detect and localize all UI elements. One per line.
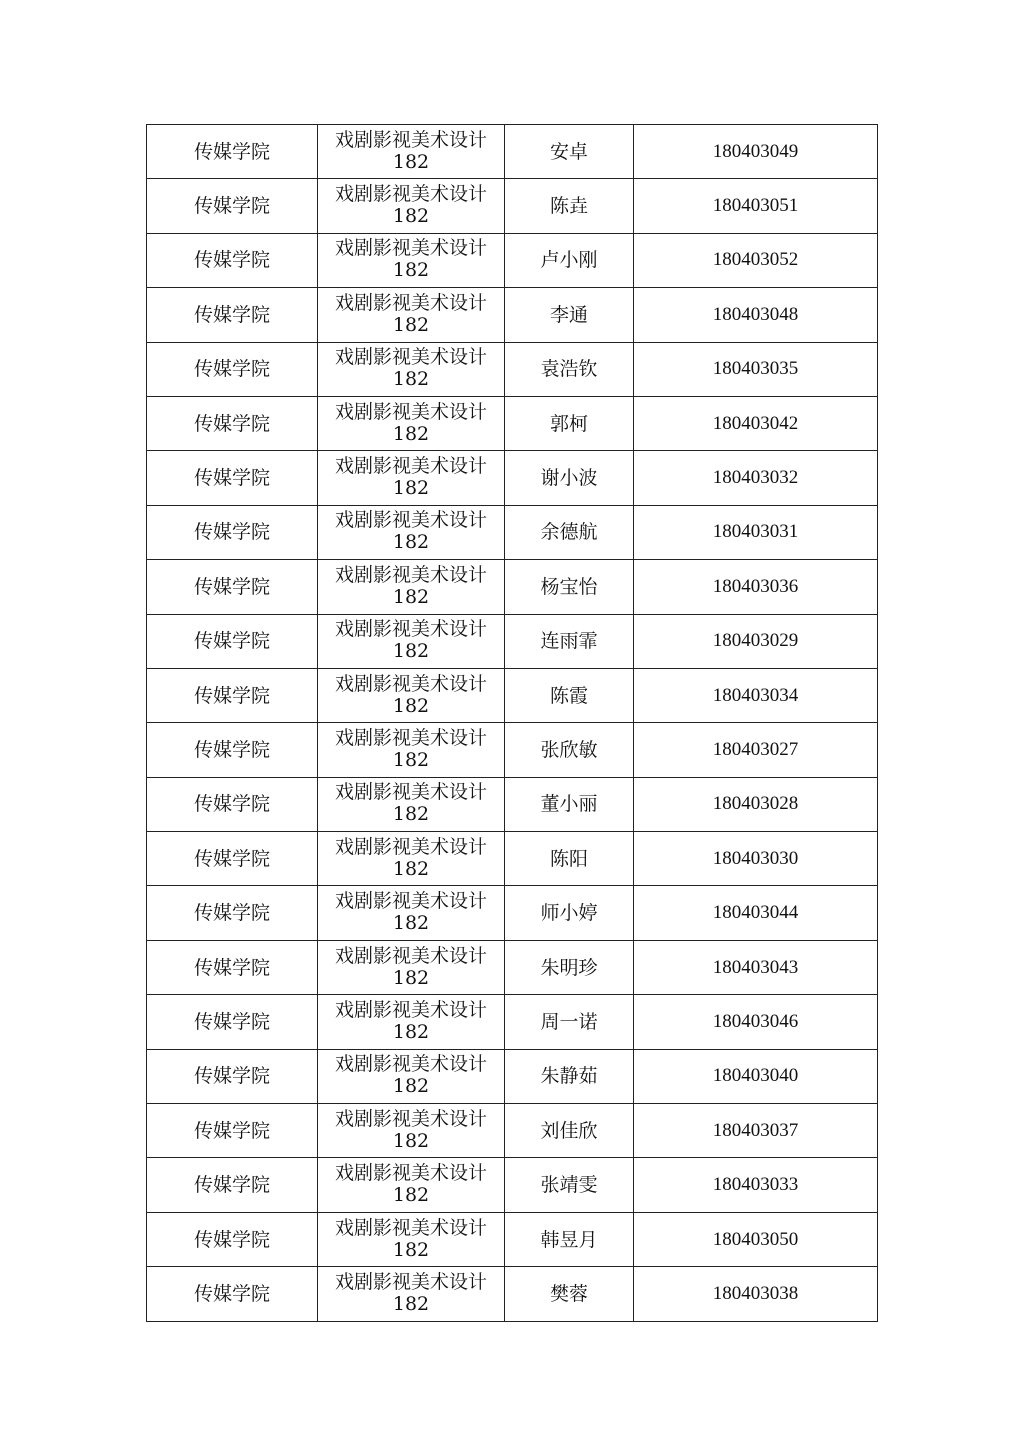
table-row <box>147 886 878 940</box>
class-number-line: 182 <box>392 1020 430 1043</box>
class-name-line: 戏剧影视美术设计 <box>334 1162 487 1185</box>
class-cell <box>318 1049 505 1103</box>
college-cell: 传媒学院 <box>147 1267 318 1321</box>
college-cell: 传媒学院 <box>147 560 318 614</box>
class-number-line: 182 <box>392 1075 430 1098</box>
class-number-line: 182 <box>392 1238 430 1261</box>
class-name-line: 戏剧影视美术设计 <box>334 128 487 151</box>
class-cell <box>318 233 505 287</box>
class-cell <box>318 614 505 668</box>
student-name-cell: 李通 <box>505 288 634 342</box>
class-number-line: 182 <box>392 694 430 717</box>
student-id-cell: 180403051 <box>634 179 878 233</box>
class-cell <box>318 886 505 940</box>
class-cell <box>318 1158 505 1212</box>
class-number-line: 182 <box>392 585 430 608</box>
college-cell: 传媒学院 <box>147 396 318 450</box>
class-cell <box>318 940 505 994</box>
college-cell: 传媒学院 <box>147 668 318 722</box>
student-id-cell: 180403033 <box>634 1158 878 1212</box>
class-name-line: 戏剧影视美术设计 <box>334 944 487 967</box>
class-number-line: 182 <box>392 748 430 771</box>
college-cell: 传媒学院 <box>147 995 318 1049</box>
class-cell <box>318 777 505 831</box>
class-cell <box>318 723 505 777</box>
class-name-line: 戏剧影视美术设计 <box>334 400 487 423</box>
student-id-cell: 180403029 <box>634 614 878 668</box>
table-row <box>147 288 878 342</box>
class-cell <box>318 832 505 886</box>
class-name-line: 戏剧影视美术设计 <box>334 618 487 641</box>
class-name-line: 戏剧影视美术设计 <box>334 726 487 749</box>
student-id-cell: 180403038 <box>634 1267 878 1321</box>
table-row <box>147 179 878 233</box>
college-cell: 传媒学院 <box>147 886 318 940</box>
student-name-cell: 陈霞 <box>505 668 634 722</box>
class-cell <box>318 451 505 505</box>
class-name-line: 戏剧影视美术设计 <box>334 455 487 478</box>
student-id-cell: 180403042 <box>634 396 878 450</box>
class-number-line: 182 <box>392 1129 430 1152</box>
class-number-line: 182 <box>392 1292 430 1315</box>
roster-body <box>147 125 878 1322</box>
student-name-cell: 杨宝怡 <box>505 560 634 614</box>
class-name-line: 戏剧影视美术设计 <box>334 563 487 586</box>
class-number-line: 182 <box>392 1184 430 1207</box>
table-row <box>147 668 878 722</box>
table-row <box>147 995 878 1049</box>
college-cell: 传媒学院 <box>147 832 318 886</box>
table-row <box>147 723 878 777</box>
class-name-line: 戏剧影视美术设计 <box>334 183 487 206</box>
class-cell <box>318 505 505 559</box>
college-cell: 传媒学院 <box>147 342 318 396</box>
student-name-cell: 周一诺 <box>505 995 634 1049</box>
class-number-line: 182 <box>392 259 430 282</box>
college-cell: 传媒学院 <box>147 451 318 505</box>
class-cell <box>318 560 505 614</box>
student-name-cell: 张靖雯 <box>505 1158 634 1212</box>
college-cell: 传媒学院 <box>147 288 318 342</box>
student-name-cell: 张欣敏 <box>505 723 634 777</box>
class-cell <box>318 342 505 396</box>
student-name-cell: 樊蓉 <box>505 1267 634 1321</box>
class-number-line: 182 <box>392 477 430 500</box>
class-name-line: 戏剧影视美术设计 <box>334 237 487 260</box>
student-name-cell: 刘佳欣 <box>505 1104 634 1158</box>
student-id-cell: 180403032 <box>634 451 878 505</box>
student-id-cell: 180403031 <box>634 505 878 559</box>
student-name-cell: 陈垚 <box>505 179 634 233</box>
class-number-line: 182 <box>392 368 430 391</box>
college-cell: 传媒学院 <box>147 1158 318 1212</box>
table-row <box>147 777 878 831</box>
class-name-line: 戏剧影视美术设计 <box>334 509 487 532</box>
class-name-line: 戏剧影视美术设计 <box>334 998 487 1021</box>
student-name-cell: 师小婷 <box>505 886 634 940</box>
table-row <box>147 451 878 505</box>
class-name-line: 戏剧影视美术设计 <box>334 890 487 913</box>
class-name-line: 戏剧影视美术设计 <box>334 1270 487 1293</box>
student-name-cell: 安卓 <box>505 125 634 179</box>
class-number-line: 182 <box>392 150 430 173</box>
student-id-cell: 180403043 <box>634 940 878 994</box>
table-row <box>147 832 878 886</box>
table-row <box>147 1267 878 1321</box>
student-name-cell: 韩昱月 <box>505 1212 634 1266</box>
class-name-line: 戏剧影视美术设计 <box>334 781 487 804</box>
class-number-line: 182 <box>392 857 430 880</box>
class-number-line: 182 <box>392 803 430 826</box>
college-cell: 传媒学院 <box>147 777 318 831</box>
student-name-cell: 谢小波 <box>505 451 634 505</box>
student-id-cell: 180403037 <box>634 1104 878 1158</box>
student-id-cell: 180403027 <box>634 723 878 777</box>
class-cell <box>318 1104 505 1158</box>
class-name-line: 戏剧影视美术设计 <box>334 1053 487 1076</box>
table-row <box>147 342 878 396</box>
student-roster-table <box>146 124 878 1322</box>
class-number-line: 182 <box>392 531 430 554</box>
class-cell <box>318 125 505 179</box>
college-cell: 传媒学院 <box>147 1049 318 1103</box>
student-id-cell: 180403046 <box>634 995 878 1049</box>
student-id-cell: 180403035 <box>634 342 878 396</box>
table-row <box>147 396 878 450</box>
college-cell: 传媒学院 <box>147 614 318 668</box>
table-row <box>147 560 878 614</box>
class-name-line: 戏剧影视美术设计 <box>334 1216 487 1239</box>
class-number-line: 182 <box>392 313 430 336</box>
college-cell: 传媒学院 <box>147 179 318 233</box>
college-cell: 传媒学院 <box>147 1104 318 1158</box>
table-row <box>147 505 878 559</box>
class-cell <box>318 288 505 342</box>
table-row <box>147 1049 878 1103</box>
student-name-cell: 陈阳 <box>505 832 634 886</box>
class-cell <box>318 1267 505 1321</box>
table-row <box>147 1158 878 1212</box>
class-name-line: 戏剧影视美术设计 <box>334 672 487 695</box>
college-cell: 传媒学院 <box>147 723 318 777</box>
college-cell: 传媒学院 <box>147 233 318 287</box>
student-name-cell: 余德航 <box>505 505 634 559</box>
class-number-line: 182 <box>392 912 430 935</box>
table-row <box>147 233 878 287</box>
class-number-line: 182 <box>392 205 430 228</box>
student-name-cell: 郭柯 <box>505 396 634 450</box>
student-id-cell: 180403052 <box>634 233 878 287</box>
student-id-cell: 180403030 <box>634 832 878 886</box>
student-name-cell: 袁浩钦 <box>505 342 634 396</box>
student-name-cell: 连雨霏 <box>505 614 634 668</box>
college-cell: 传媒学院 <box>147 940 318 994</box>
student-id-cell: 180403044 <box>634 886 878 940</box>
table-row <box>147 1104 878 1158</box>
student-id-cell: 180403034 <box>634 668 878 722</box>
student-id-cell: 180403036 <box>634 560 878 614</box>
student-name-cell: 朱明珍 <box>505 940 634 994</box>
college-cell: 传媒学院 <box>147 1212 318 1266</box>
table-row <box>147 1212 878 1266</box>
student-name-cell: 董小丽 <box>505 777 634 831</box>
student-name-cell: 朱静茹 <box>505 1049 634 1103</box>
class-name-line: 戏剧影视美术设计 <box>334 835 487 858</box>
class-name-line: 戏剧影视美术设计 <box>334 346 487 369</box>
class-number-line: 182 <box>392 422 430 445</box>
table-row <box>147 614 878 668</box>
class-cell <box>318 1212 505 1266</box>
class-number-line: 182 <box>392 640 430 663</box>
student-id-cell: 180403040 <box>634 1049 878 1103</box>
class-number-line: 182 <box>392 966 430 989</box>
college-cell: 传媒学院 <box>147 505 318 559</box>
student-id-cell: 180403048 <box>634 288 878 342</box>
class-cell <box>318 668 505 722</box>
class-name-line: 戏剧影视美术设计 <box>334 291 487 314</box>
class-cell <box>318 995 505 1049</box>
class-name-line: 戏剧影视美术设计 <box>334 1107 487 1130</box>
student-name-cell: 卢小刚 <box>505 233 634 287</box>
student-id-cell: 180403028 <box>634 777 878 831</box>
table-row <box>147 125 878 179</box>
student-id-cell: 180403050 <box>634 1212 878 1266</box>
student-id-cell: 180403049 <box>634 125 878 179</box>
class-cell <box>318 396 505 450</box>
college-cell: 传媒学院 <box>147 125 318 179</box>
table-row <box>147 940 878 994</box>
class-cell <box>318 179 505 233</box>
